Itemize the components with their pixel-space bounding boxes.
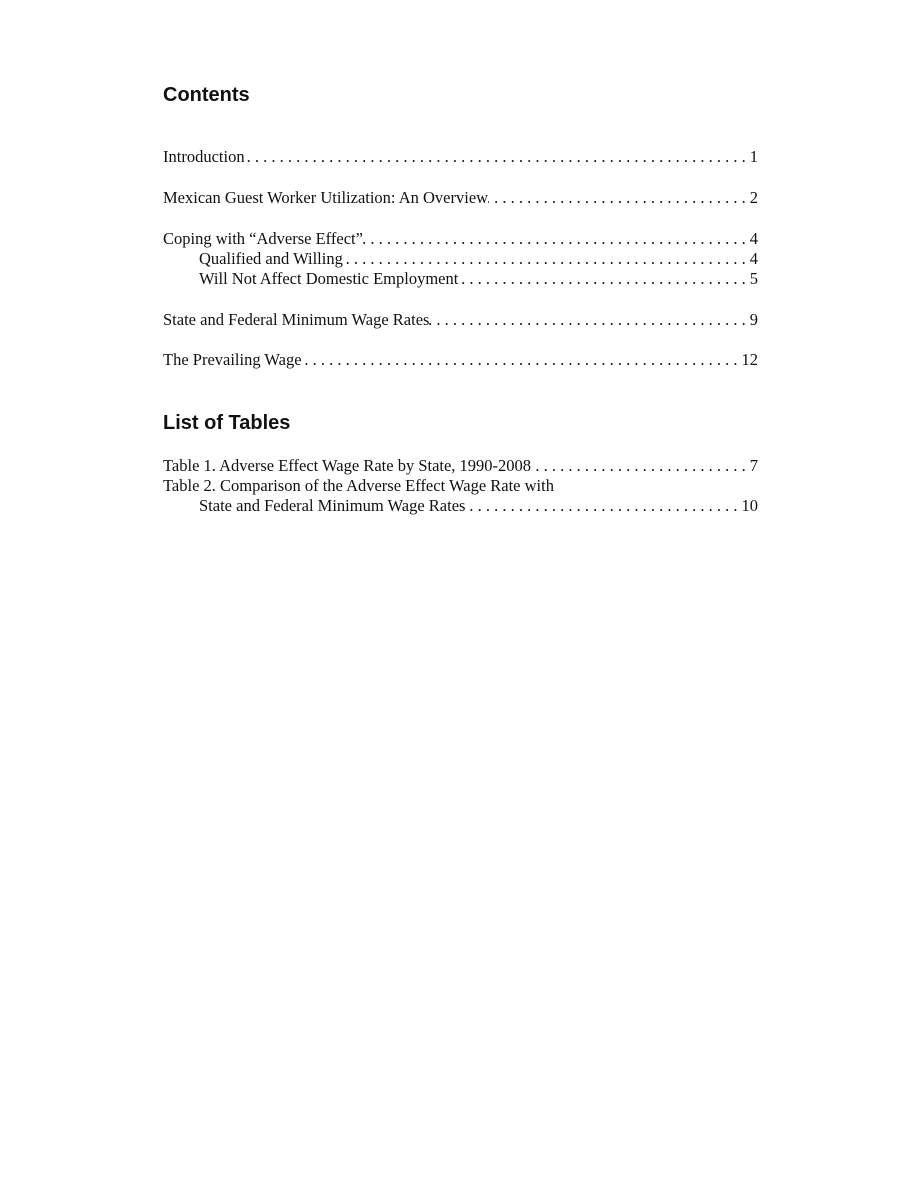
toc-entry-minimum-wage-rates[interactable] (163, 309, 758, 330)
toc-entry-label: Coping with “Adverse Effect” (163, 229, 363, 248)
lot-entry-label: Table 1. Adverse Effect Wage Rate by State, 1990-2008 (163, 456, 532, 475)
toc-entry-introduction[interactable] (163, 146, 758, 167)
toc-entry-label: Will Not Affect Domestic Employment (199, 269, 459, 288)
dot-leader (343, 248, 746, 269)
lot-entry-table-2[interactable] (199, 495, 758, 516)
dot-leader (245, 146, 746, 167)
dot-leader (488, 187, 746, 208)
dot-leader (363, 228, 746, 249)
dot-leader (465, 495, 737, 516)
toc-entry-page: 12 (741, 350, 758, 369)
dot-leader (429, 309, 745, 330)
toc-entry-label: Introduction (163, 147, 245, 166)
toc-entry-domestic-employment[interactable] (199, 268, 758, 289)
lot-entry-label: State and Federal Minimum Wage Rates (199, 496, 466, 515)
toc-entry-page: 9 (749, 310, 758, 329)
toc-entry-page: 4 (749, 249, 758, 268)
contents-heading: Contents (163, 84, 250, 106)
list-of-tables-heading: List of Tables (163, 412, 291, 434)
lot-entry-table-2-line1[interactable]: Table 2. Comparison of the Adverse Effect Wage Rate with (163, 476, 554, 495)
toc-entry-prevailing-wage[interactable] (163, 349, 758, 370)
toc-entry-label: The Prevailing Wage (163, 350, 302, 369)
lot-entry-page: 7 (749, 456, 758, 475)
toc-entry-coping-adverse-effect[interactable] (163, 228, 758, 249)
lot-entry-page: 10 (741, 496, 758, 515)
toc-entry-label: Mexican Guest Worker Utilization: An Overview (163, 188, 489, 207)
dot-leader (458, 268, 745, 289)
dot-leader (302, 349, 738, 370)
toc-entry-label: State and Federal Minimum Wage Rates (163, 310, 430, 329)
dot-leader (531, 455, 746, 476)
toc-entry-page: 2 (749, 188, 758, 207)
lot-entry-table-1[interactable] (163, 455, 758, 476)
toc-entry-qualified-willing[interactable] (199, 248, 758, 269)
toc-entry-mexican-guest-worker[interactable] (163, 187, 758, 208)
toc-entry-page: 4 (749, 229, 758, 248)
toc-entry-page: 1 (749, 147, 758, 166)
toc-entry-label: Qualified and Willing (199, 249, 343, 268)
toc-entry-page: 5 (749, 269, 758, 288)
